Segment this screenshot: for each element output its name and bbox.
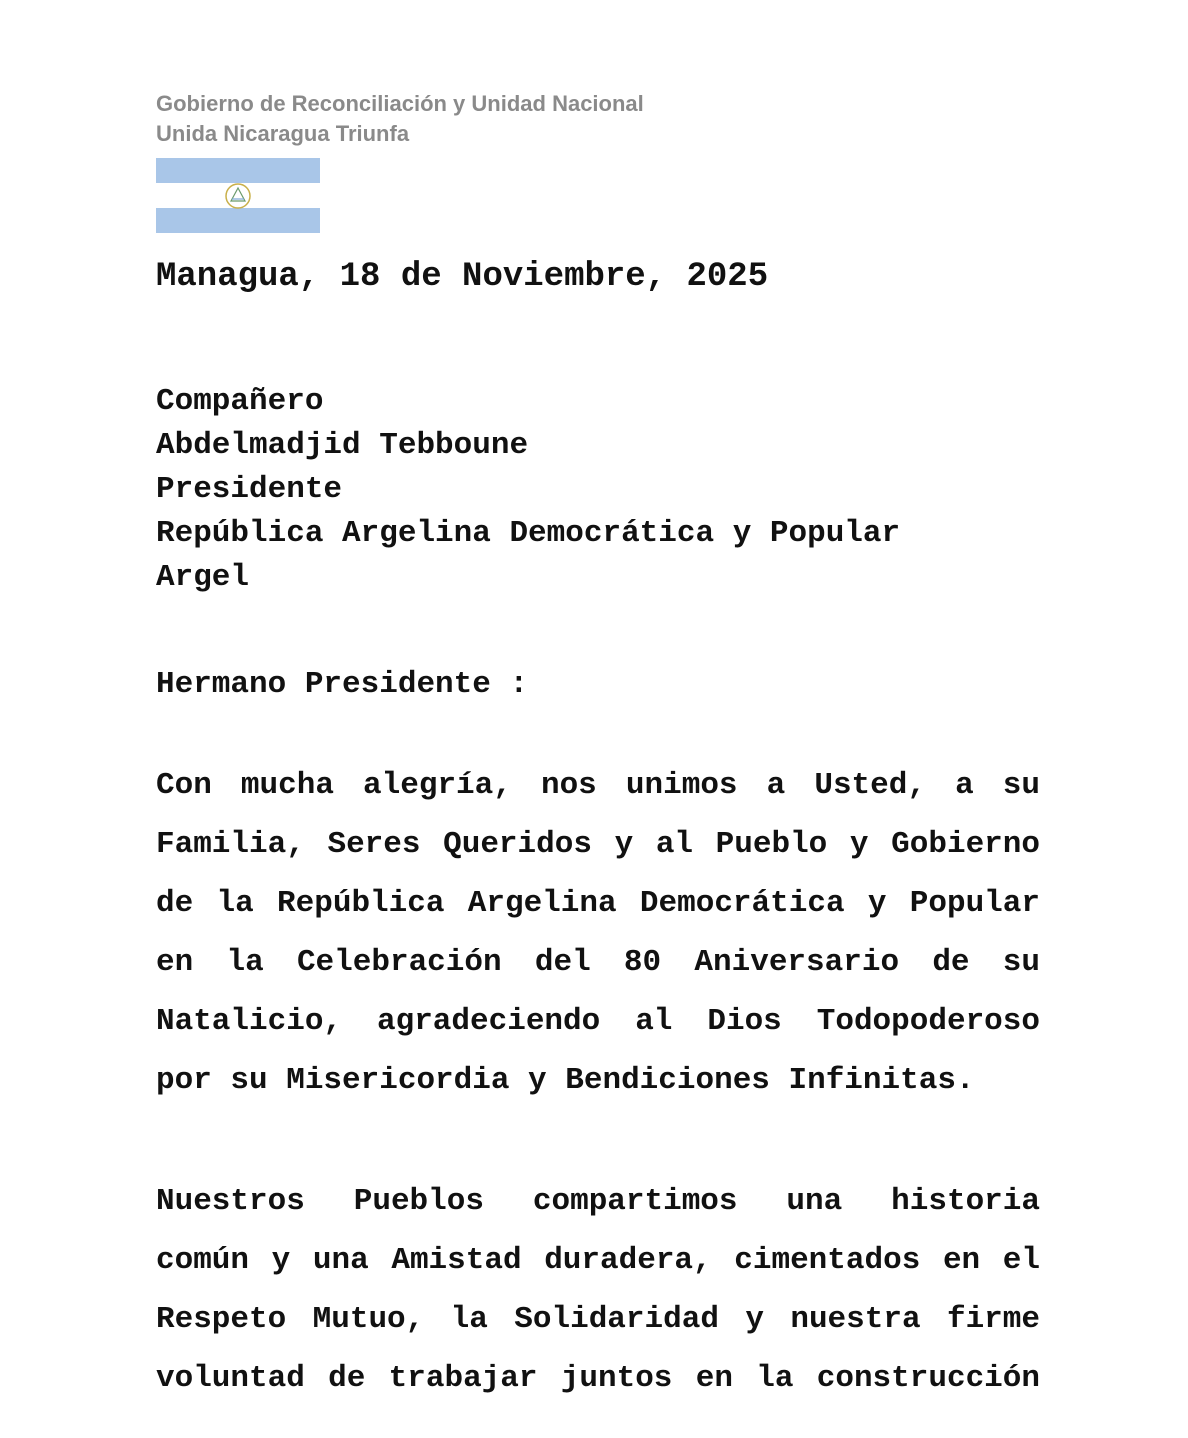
flag-stripe-top [156, 158, 320, 183]
paragraph-line: de la República Argelina Democrática y Popular [156, 886, 1040, 921]
paragraph-line: común y una Amistad duradera, cimentados en el [156, 1243, 1040, 1278]
paragraph-line: Con mucha alegría, nos unimos a Usted, a su [156, 768, 1040, 803]
addressee-title: Compañero [156, 384, 324, 419]
header-line-slogan: Unida Nicaragua Triunfa [156, 121, 410, 146]
addressee-name: Abdelmadjid Tebboune [156, 428, 529, 463]
paragraph-line: voluntad de trabajar juntos en la construcción [156, 1361, 1040, 1396]
header-line-government: Gobierno de Reconciliación y Unidad Nacional [156, 91, 644, 116]
addressee-city: Argel [156, 560, 250, 595]
paragraph-line: Nuestros Pueblos compartimos una historia [156, 1184, 1040, 1219]
letter-greeting: Hermano Presidente : [156, 667, 529, 702]
paragraph-line: en la Celebración del 80 Aniversario de su [156, 945, 1040, 980]
paragraph-line: Natalicio, agradeciendo al Dios Todopoderoso [156, 1004, 1040, 1039]
body-paragraph-2 [156, 1172, 1040, 1408]
letter-date: Managua, 18 de Noviembre, 2025 [156, 258, 769, 296]
paragraph-line: Familia, Seres Queridos y al Pueblo y Gobierno [156, 827, 1040, 862]
coat-of-arms-icon [223, 181, 253, 211]
addressee-country: República Argelina Democrática y Popular [156, 516, 901, 551]
addressee-block [156, 380, 900, 600]
paragraph-line: Respeto Mutuo, la Solidaridad y nuestra firme [156, 1302, 1040, 1337]
flag-stripe-bottom [156, 208, 320, 233]
nicaragua-flag-icon [156, 158, 320, 233]
paragraph-line: por su Misericordia y Bendiciones Infinitas. [156, 1063, 975, 1098]
body-paragraph-1 [156, 756, 1040, 1110]
government-header [156, 89, 644, 149]
addressee-position: Presidente [156, 472, 343, 507]
